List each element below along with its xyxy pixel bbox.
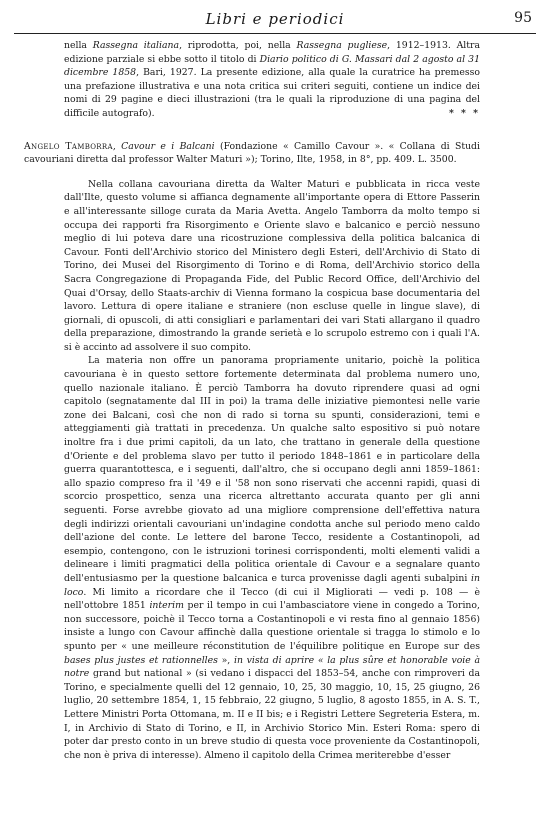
running-head — [12, 10, 538, 34]
text-run: La materia non offre un panorama propriamente unitario, poichè la politica cavouriana è in questo settore fortemente determinata dal problema numero uno, quello nazionale italiano. È perciò Tamborra ha dovuto riprendere quasi ad ogni capitolo (segnatamente dal III in poi) la trama delle iniziative piemontesi nelle varie zone dei Balcani, così che non di rado si torna su spunti, considerazioni, temi e atteggiamenti già trattati in precedenza. Un qualche salto espositivo si può notare inoltre fra i due primi capitoli, da un lato, che trattano in generale della questione d'Oriente e del problema slavo per tutto il periodo 1848–1861 e in particolare della guerra quarantottesca, e i seguenti, dall'altro, che si occupano degli anni 1859–1861: allo spazio compreso fra il '49 e il '58 non sono riservati che accenni rapidi, quasi di scorcio prospettico, senza una ricerca altrettanto accurata quanto per gli anni seguenti. Forse avrebbe giovato ad una migliore comprensione dell'effettiva natura degli indirizzi orientali cavouriani un'indagine condotta anche sul periodo meno caldo dell'azione del conte. Le lettere del barone Tecco, residente a Costantinopoli, ad esempio, contengono, con le istruzioni torinesi corrispondenti, molti elementi validi a delineare i limiti pragmatici della politica orientale di Cavour e a segnalare quanto dell'entusiasmo per la questione balcanica e turca provenisse dagli agenti subalpini — [64, 355, 480, 584]
text-run: , riprodotta, poi, nella — [179, 40, 297, 51]
text-run: , Bari, 1927. La presente edizione, alla quale la curatrice ha premesso una prefazione illustrativa e una nota critica sui criteri seguiti, contiene un indice dei nomi di 29 pagine e dieci illustrazioni (tra le quali la riproduzione di una pagina del difficile autografo). — [64, 67, 480, 119]
header-rule — [14, 33, 536, 34]
text-run: », — [217, 654, 234, 666]
top-paragraph — [64, 39, 480, 121]
text-run: grand but national » (si vedano i dispacci del 1853–54, anche con rimproveri da Torino, e specialmente quelli del 12 gennaio, 10, 25, 30 maggio, 10, 15, 25 giugno, 26 luglio, 20 settembre 1854, 1, 15 febbraio, 22 giugno, 5 luglio, 8 agosto 1855, in A. S. T., Lettere Ministri Porta Ottomana, m. II e II bis; e i Registri Lettere Segreteria Estera, m. I, in Archivio di Stato di Torino, e II, in Archivio Storico Min. Esteri Roma: spero di poter dar presto conto in un breve studio di questa voce proveniente da Costantinopoli, che non è priva di interesse). Almeno il capitolo della Crimea meriterebbe d'esser — [64, 668, 480, 761]
review-paragraph-1 — [64, 178, 480, 355]
book-author: Angelo Tamborra — [24, 140, 113, 152]
page-number: 95 — [514, 10, 532, 26]
text-run: , 1912–1913. Altra edizione parziale si ebbe sotto il titolo di — [64, 40, 480, 65]
section-end-mark: * * * — [448, 107, 480, 119]
italic-run: Diario politico di G. Massari dal 2 agosto al 31 dicembre 1858 — [64, 53, 480, 79]
text-run: Nella collana cavouriana diretta da Walter Maturi e pubblicata in ricca veste dall'Ilte, questo volume si affianca degnamente all'importante opera di Ettore Passerin e all'interessante silloge curata da Maria Avetta. Angelo Tamborra da molto tempo si occupa dei rapporti fra Risorgimento e Oriente slavo e balcanico e perciò nessuno meglio di lui poteva dare una ricostruzione complessiva della politica balcanica di Cavour. Fonti dell'Archivio storico del Ministero degli Esteri, dell'Archivio di Stato di Torino, dei Musei del Risorgimento di Torino e di Roma, dell'Archivio storico della Sacra Congregazione di Propaganda Fide, del Public Record Office, dell'Archivio del Quai d'Orsay, dello Staats-archiv di Vienna formano la cospicua base documentaria del lavoro. Lettura di opere italiane e straniere (non escluse quelle in lingue slave), di giornali, di opuscoli, di atti consigliari e parlamentari dei vari Stati allargano il quadro della preparazione, dimostrando la grande serietà e lo scrupolo estremo con i quali l'A. si è accinto ad assolvere il suo compito. — [64, 178, 480, 353]
text-run: . Mi limito a ricordare che il Tecco (di cui il Migliorati — vedi p. 108 — è nell'ottobre 1851 — [64, 586, 480, 612]
review-paragraph-2 — [64, 354, 480, 762]
italic-run: Rassegna italiana — [92, 40, 180, 51]
top-paragraph-text — [64, 40, 480, 119]
book-details: (Fondazione « Camillo Cavour ». « Collana di Studi cavouriani diretta dal professor Walter Maturi »); Torino, Ilte, 1958, in 8°, pp. 409. L. 3500. — [24, 140, 480, 166]
italic-run: Rassegna pugliese — [296, 40, 388, 51]
italic-run: interim — [149, 600, 184, 612]
italic-run: in loco — [64, 572, 480, 598]
book-title: Cavour e i Balcani — [121, 140, 215, 152]
text-run: per il tempo in cui l'ambasciatore viene in congedo a Torino, non successore, poichè il Tecco torna a Costantinopoli e vi resta fino al gennaio 1856) insiste a lungo con Cavour affinchè dalla questione orientale si tragga lo stimolo e lo spunto per « une meilleure réconstitution de l'équilibre politique en Europe sur des — [64, 600, 480, 652]
running-title: Libri e periodici — [205, 10, 345, 28]
text-run: nella — [64, 40, 93, 51]
page-content — [24, 39, 481, 762]
italic-run: bases plus justes et rationnelles — [64, 654, 218, 666]
italic-run: in vista di aprire « la plus sûre et honorable voie à notre — [64, 654, 481, 680]
book-entry-heading: Angelo Tamborra, Cavour e i Balcani (Fondazione « Camillo Cavour ». « Collana di Studi cavouriani diretta dal professor Walter Maturi »); Torino, Ilte, 1958, in 8°, pp. 409. L. 3500. — [24, 140, 480, 166]
